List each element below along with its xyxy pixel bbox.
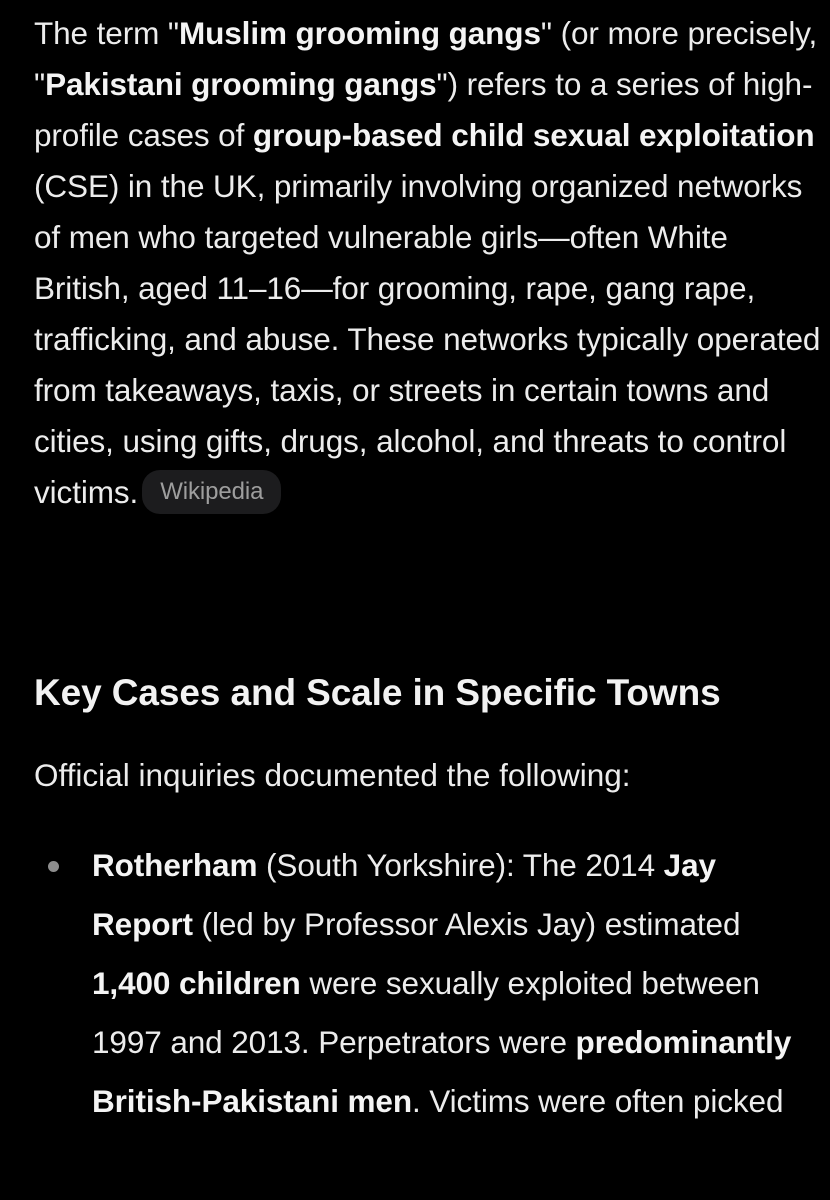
item-text-4: . Victims were often picked	[412, 1083, 784, 1119]
source-chip-wikipedia[interactable]: Wikipedia	[142, 470, 281, 514]
list-item	[34, 836, 824, 1131]
bullet-dot-icon	[48, 861, 59, 872]
item-text-3: were sexually exploited between 1997 and 2013. Perpetrators were	[92, 965, 760, 1060]
intro-text-3: ") refers to a series of high-profile cases of	[34, 66, 813, 153]
intro-bold-group-based-cse: group-based child sexual exploitation	[252, 117, 815, 153]
section-intro: Official inquiries documented the following:	[34, 757, 631, 793]
item-bold-predominantly: predominantly British-Pakistani men	[92, 1024, 792, 1119]
intro-paragraph	[34, 8, 824, 518]
section-heading: Key Cases and Scale in Specific Towns	[34, 672, 721, 713]
intro-text-2: " (or more precisely, "	[34, 15, 818, 102]
item-bold-jay-report: Jay Report	[92, 847, 716, 942]
intro-text-4: (CSE) in the UK, primarily involving organized networks of men who targeted vulnerable girls—often White British, aged 11–16—for grooming, rape, gang rape, trafficking, and abuse. These networks typically operated from takeaways, taxis, or streets in certain towns and cities, using gifts, drugs, alcohol, and threats to control victims.	[34, 168, 821, 510]
cases-list	[34, 836, 824, 1131]
intro-bold-pakistani-grooming-gangs: Pakistani grooming gangs	[45, 66, 437, 102]
response-content	[34, 8, 824, 1119]
item-bold-1400-children: 1,400 children	[92, 965, 301, 1001]
item-bold-rotherham: Rotherham	[92, 847, 258, 883]
item-text-2: (led by Professor Alexis Jay) estimated	[192, 906, 741, 942]
list-item-text	[92, 836, 824, 1131]
intro-bold-muslim-grooming-gangs: Muslim grooming gangs	[178, 15, 541, 51]
intro-text-1: The term "	[34, 15, 179, 51]
item-text-1: (South Yorkshire): The 2014	[257, 847, 664, 883]
